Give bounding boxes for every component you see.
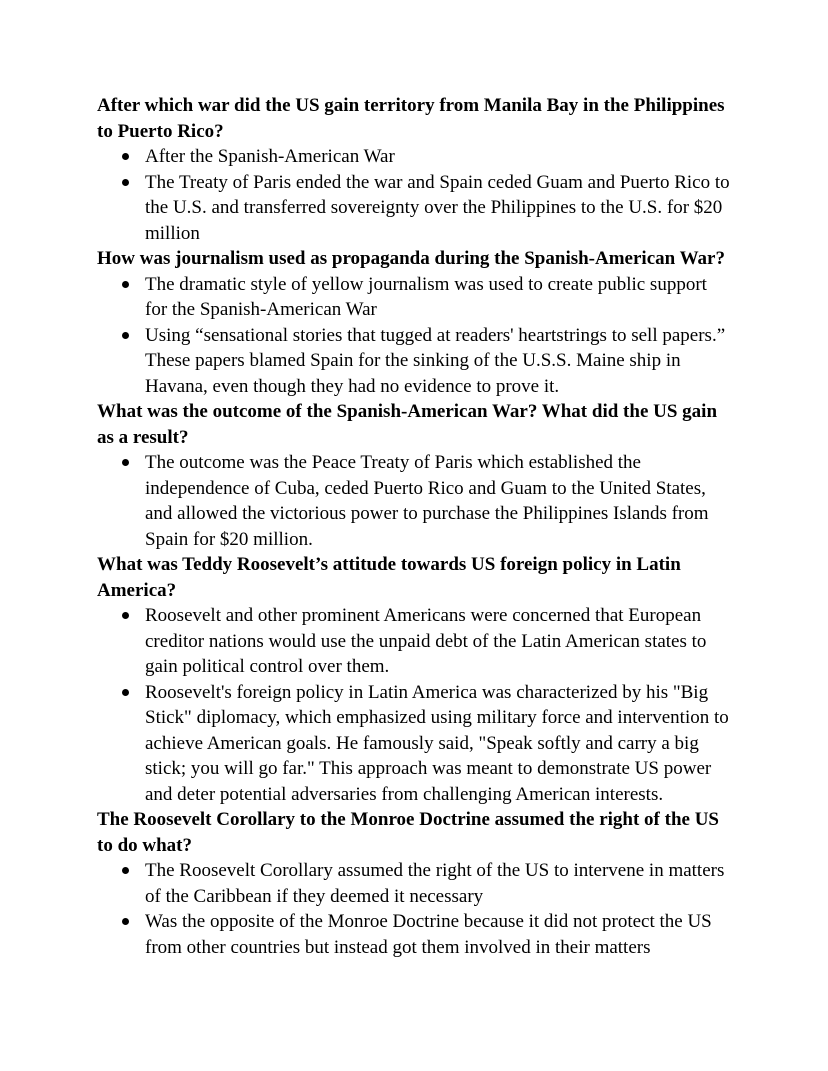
question-heading: What was the outcome of the Spanish-American War? What did the US gain as a result? — [97, 401, 718, 448]
answer-bullet-item: The dramatic style of yellow journalism was used to create public support for the Spanish-American War — [97, 272, 731, 323]
answer-list — [97, 858, 731, 960]
question-heading: How was journalism used as propaganda during the Spanish-American War? — [97, 248, 725, 269]
answer-bullet-item: The outcome was the Peace Treaty of Paris which established the independence of Cuba, ceded Puerto Rico and Guam to the United States, and allowed the victorious power to purchase the Philippines Islands from Spain for $20 million. — [97, 450, 731, 552]
answer-bullet-item: Was the opposite of the Monroe Doctrine because it did not protect the US from other countries but instead got them involved in their matters — [97, 909, 731, 960]
answer-list — [97, 272, 731, 400]
answer-bullet-item: Roosevelt's foreign policy in Latin America was characterized by his "Big Stick" diplomacy, which emphasized using military force and intervention to achieve American goals. He famously said, "Speak softly and carry a big stick; you will go far." This approach was meant to demonstrate US power and deter potential adversaries from challenging American interests. — [97, 680, 731, 808]
answer-bullet-item: The Treaty of Paris ended the war and Spain ceded Guam and Puerto Rico to the U.S. and transferred sovereignty over the Philippines to the U.S. for $20 million — [97, 170, 731, 247]
answer-list — [97, 450, 731, 552]
question-heading: What was Teddy Roosevelt’s attitude towards US foreign policy in Latin America? — [97, 554, 681, 601]
answer-list — [97, 603, 731, 807]
answer-bullet-item: The Roosevelt Corollary assumed the right of the US to intervene in matters of the Caribbean if they deemed it necessary — [97, 858, 731, 909]
answer-bullet-item: Roosevelt and other prominent Americans were concerned that European creditor nations would use the unpaid debt of the Latin American states to gain political control over them. — [97, 603, 731, 680]
document-page — [97, 93, 731, 960]
answer-list — [97, 144, 731, 246]
answer-bullet-item: After the Spanish-American War — [97, 144, 731, 170]
answer-bullet-item: Using “sensational stories that tugged at readers' heartstrings to sell papers.” These papers blamed Spain for the sinking of the U.S.S. Maine ship in Havana, even though they had no evidence to prove it. — [97, 323, 731, 400]
question-heading: After which war did the US gain territory from Manila Bay in the Philippines to Puerto Rico? — [97, 95, 725, 142]
question-heading: The Roosevelt Corollary to the Monroe Doctrine assumed the right of the US to do what? — [97, 809, 719, 856]
